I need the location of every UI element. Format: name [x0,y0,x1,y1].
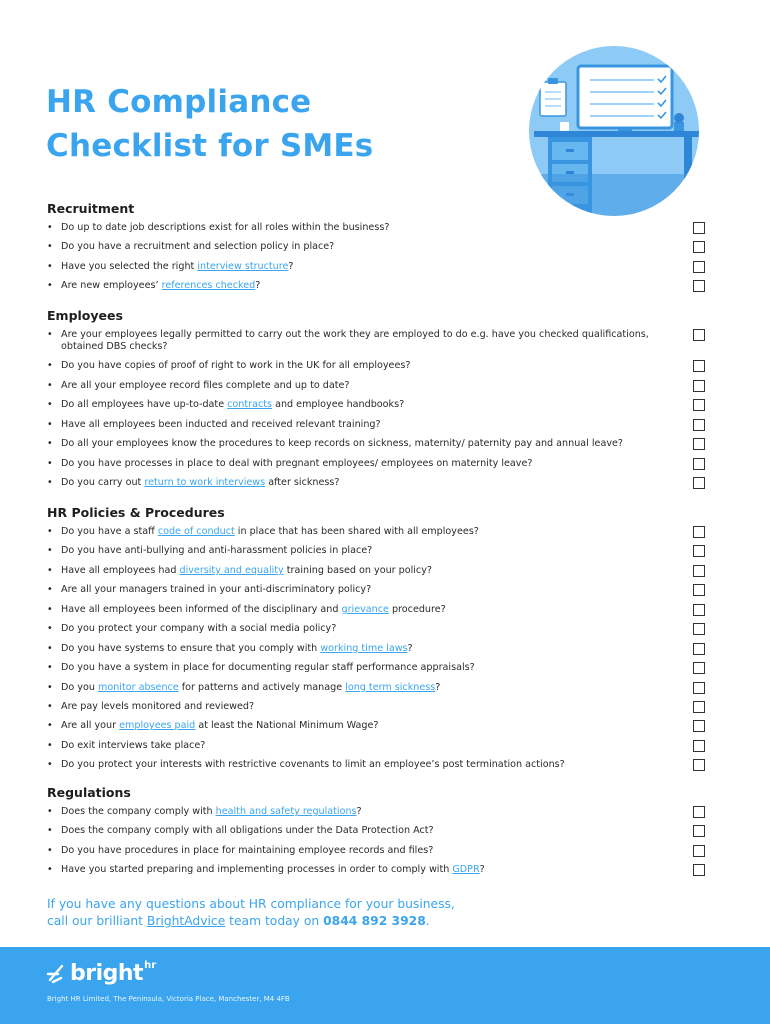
checklist-item-text [61,845,661,857]
item-text-segment: Have you started preparing and implementing processes in order to comply with [61,864,453,875]
item-text-segment: ? [288,261,294,272]
bullet: • [47,720,53,731]
checkbox[interactable] [693,662,705,674]
inline-link[interactable]: GDPR [452,864,480,875]
bullet: • [47,864,53,875]
checklist-item-text [61,438,661,450]
checklist-item-text [61,261,661,273]
item-text-segment: Do you protect your company with a social media policy? [61,623,337,634]
inline-link[interactable]: monitor absence [97,682,179,693]
cta-text-pre: call our brilliant [47,914,147,928]
bullet: • [47,623,53,634]
checklist-item-text [61,584,661,596]
bullet: • [47,759,53,770]
bullet: • [47,845,53,856]
checklist-item-text [61,280,661,292]
bullet: • [47,222,53,233]
item-text-segment: Are all your [61,720,120,731]
checklist-item-text [61,662,661,674]
checklist-item-text [61,740,661,752]
item-text-segment: Does the company comply with [61,806,216,817]
item-text-segment: Do you have anti-bullying and anti-harassment policies in place? [61,545,373,556]
checkbox[interactable] [693,806,705,818]
checklist-item-text [61,477,661,489]
item-text-segment: Does the company comply with all obligations under the Data Protection Act? [61,825,434,836]
item-text-segment: at least the National Minimum Wage? [195,720,379,731]
checkbox[interactable] [693,864,705,876]
checklist-item-text [61,759,661,771]
checklist-item-text [61,701,661,713]
item-text-segment: Have all employees had [61,565,180,576]
bullet: • [47,701,53,712]
inline-link[interactable]: diversity and equality [179,565,284,576]
checkbox[interactable] [693,720,705,732]
bullet: • [47,545,53,556]
checklist-item-text [61,329,661,353]
title-line-2: Checklist for SMEs [46,128,374,164]
bullet: • [47,241,53,252]
item-text-segment: training based on your policy? [283,565,432,576]
item-text-segment: ? [356,806,362,817]
checkbox[interactable] [693,241,705,253]
item-text-segment: Do you [61,682,98,693]
item-text-segment: Do up to date job descriptions exist for all roles within the business? [61,222,390,233]
checkbox[interactable] [693,280,705,292]
bullet: • [47,662,53,673]
item-text-segment: in place that has been shared with all employees? [234,526,479,537]
section-heading: HR Policies & Procedures [47,505,225,520]
footer-bar [0,947,770,1024]
checkbox[interactable] [693,477,705,489]
bullet: • [47,438,53,449]
checkbox[interactable] [693,584,705,596]
checklist-item-text [61,241,661,253]
bullet: • [47,329,53,340]
call-to-action [47,896,567,930]
logo-wordmark: bright [70,961,144,986]
checklist-item-text [61,864,661,876]
bullet: • [47,565,53,576]
checkbox[interactable] [693,565,705,577]
checkbox[interactable] [693,604,705,616]
inline-link[interactable]: grievance [341,604,389,615]
bullet: • [47,825,53,836]
checklist-item-text [61,419,661,431]
checkbox[interactable] [693,261,705,273]
checkbox[interactable] [693,740,705,752]
item-text-segment: after sickness? [265,477,340,488]
checklist-item-text [61,222,661,234]
item-text-segment: and employee handbooks? [272,399,405,410]
item-text-segment: Do you have copies of proof of right to work in the UK for all employees? [61,360,411,371]
title-line-1: HR Compliance [46,84,312,120]
checklist-item-text [61,380,661,392]
inline-link[interactable]: code of conduct [157,526,235,537]
bullet: • [47,458,53,469]
checkbox[interactable] [693,380,705,392]
bullet: • [47,380,53,391]
inline-link[interactable]: working time laws [320,643,408,654]
brightadvice-link[interactable]: BrightAdvice [146,914,226,928]
item-text-segment: Do exit interviews take place? [61,740,206,751]
item-text-segment: Do all your employees know the procedures to keep records on sickness, maternity/ paternity pay and annual leave? [61,438,624,449]
checklist-item-text [61,604,661,616]
bullet: • [47,280,53,291]
inline-link[interactable]: long term sickness [345,682,436,693]
brighthr-logo[interactable] [46,961,156,991]
checklist-item-text [61,682,661,694]
checkbox[interactable] [693,419,705,431]
checklist-item-text [61,360,661,372]
checklist-item-text [61,545,661,557]
checkbox[interactable] [693,845,705,857]
checklist-item-text [61,623,661,635]
item-text-segment: Are all your managers trained in your anti-discriminatory policy? [61,584,372,595]
inline-link[interactable]: return to work interviews [144,477,266,488]
item-text-segment: Do you have systems to ensure that you comply with [61,643,321,654]
bullet: • [47,477,53,488]
bullet: • [47,643,53,654]
checkbox[interactable] [693,399,705,411]
checkbox[interactable] [693,643,705,655]
item-text-segment: ? [435,682,441,693]
cta-line-2 [47,913,567,930]
item-text-segment: Do you protect your interests with restrictive covenants to limit an employee’s post termination actions? [61,759,565,770]
bullet: • [47,526,53,537]
checklist-item-text [61,643,661,655]
item-text-segment: Are all your employee record files complete and up to date? [61,380,350,391]
item-text-segment: Do you have procedures in place for maintaining employee records and files? [61,845,434,856]
inline-link[interactable]: health and safety regulations [215,806,357,817]
page-title [46,80,516,168]
checkbox[interactable] [693,545,705,557]
cta-line-1: If you have any questions about HR compliance for your business, [47,897,455,911]
item-text-segment: ? [407,643,413,654]
cta-text-mid: team today on [225,914,324,928]
item-text-segment: Have you selected the right [61,261,198,272]
item-text-segment: Do you carry out [61,477,145,488]
item-text-segment: Are new employees’ [61,280,162,291]
inline-link[interactable]: references checked [161,280,256,291]
phone-number[interactable]: 0844 892 3928 [323,914,426,928]
bullet: • [47,682,53,693]
checkbox[interactable] [693,701,705,713]
bullet: • [47,360,53,371]
item-text-segment: ? [255,280,261,291]
item-text-segment: Are pay levels monitored and reviewed? [61,701,255,712]
bullet: • [47,399,53,410]
bullet: • [47,584,53,595]
checkbox[interactable] [693,759,705,771]
office-desk-checklist-illustration [524,46,704,216]
item-text-segment: Do you have a staff [61,526,158,537]
item-text-segment: Do you have processes in place to deal with pregnant employees/ employees on maternity leave? [61,458,533,469]
section-heading: Employees [47,308,123,323]
checklist-item-text [61,458,661,470]
bullet: • [47,806,53,817]
inline-link[interactable]: employees paid [119,720,196,731]
logo-superscript: hr [144,960,157,971]
item-text-segment: procedure? [388,604,446,615]
checkbox[interactable] [693,825,705,837]
bullet: • [47,740,53,751]
bullet: • [47,604,53,615]
checkbox[interactable] [693,360,705,372]
checkbox[interactable] [693,682,705,694]
item-text-segment: ? [479,864,485,875]
checklist-item-text [61,399,661,411]
checklist-item-text [61,526,661,538]
checkbox[interactable] [693,458,705,470]
section-heading: Regulations [47,785,131,800]
checklist-item-text [61,806,661,818]
inline-link[interactable]: contracts [227,399,273,410]
checkbox[interactable] [693,329,705,341]
item-text-segment: Do you have a recruitment and selection policy in place? [61,241,335,252]
item-text-segment: Have all employees been inducted and received relevant training? [61,419,381,430]
cta-text-end: . [425,914,430,928]
checkbox[interactable] [693,623,705,635]
inline-link[interactable]: interview structure [197,261,289,272]
item-text-segment: Are your employees legally permitted to carry out the work they are employed to do e.g. have you checked qualifications, obtained DBS checks? [61,329,649,352]
section-heading: Recruitment [47,201,135,216]
item-text-segment: Do you have a system in place for documenting regular staff performance appraisals? [61,662,475,673]
item-text-segment: for patterns and actively manage [178,682,346,693]
checklist-item-text [61,720,661,732]
checklist-item-text [61,825,661,837]
item-text-segment: Do all employees have up-to-date [61,399,228,410]
bullet: • [47,419,53,430]
item-text-segment: Have all employees been informed of the disciplinary and [61,604,342,615]
brighthr-logo-icon [46,961,66,987]
checklist-item-text [61,565,661,577]
company-address: Bright HR Limited, The Peninsula, Victoria Place, Manchester, M4 4FB [47,995,290,1003]
checkbox[interactable] [693,438,705,450]
bullet: • [47,261,53,272]
checkbox[interactable] [693,526,705,538]
checkbox[interactable] [693,222,705,234]
